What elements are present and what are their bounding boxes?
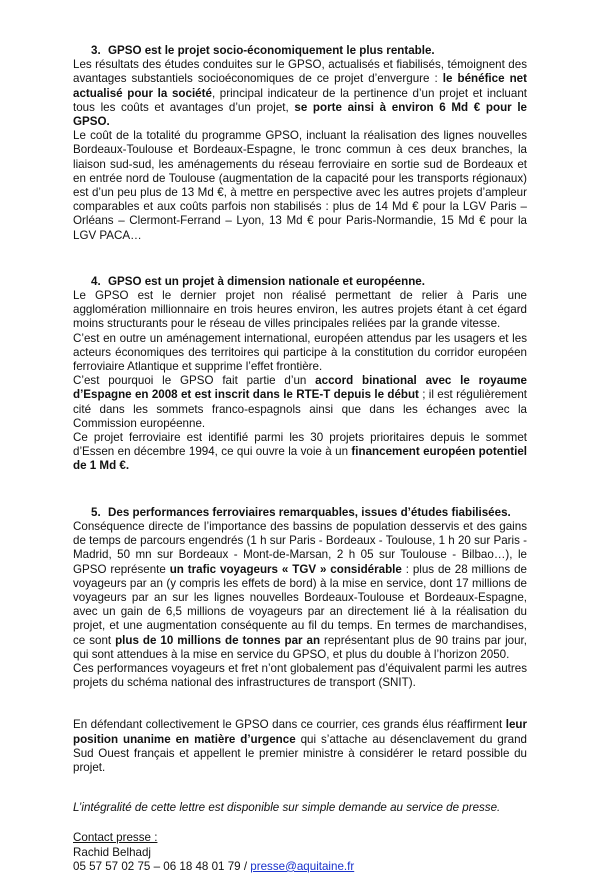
section-heading (91, 506, 527, 520)
section-title: GPSO est le projet socio-économiquement le plus rentable. (108, 44, 435, 57)
text-run: ; il est régulièrement cité dans les sommets franco-espagnols ainsi que dans les échanges avec la Commission européenne. (73, 388, 527, 430)
section-number: 4. (91, 274, 101, 288)
document-page (73, 44, 527, 874)
bold-text-run: plus de 10 millions de tonnes par an (115, 633, 321, 647)
section-number: 3. (91, 44, 101, 57)
bold-text-run: leur position unanime en matière d’urgence (73, 718, 527, 746)
text-run: Conséquence directe de l’importance des bassins de population desservis et des gains de temps de parcours engendrés (1 h sur Paris - Bordeaux - Toulouse, 1 h 20 sur Paris - Madrid, 50 mn sur Bordeaux - Mont-de-Marsan, 2 h 05 sur Toulouse - Bilbao…), le GPSO représente (73, 519, 527, 576)
section-3 (73, 44, 527, 243)
paragraph (73, 58, 527, 129)
text-run: Le GPSO est le dernier projet non réalisé permettant de relier à Paris une agglomération millionnaire en trois heures environ, les autres projets étant à cet égard moins structurants pour le réseau de villes principales reliées par la grande vitesse. (73, 289, 527, 331)
paragraph (73, 332, 527, 375)
section-4 (73, 275, 527, 474)
contact-heading: Contact presse : (73, 831, 158, 845)
bold-text-run: un trafic voyageurs « TGV » considérable (169, 562, 402, 576)
text-run: , principal indicateur de la pertinence d’un projet et incluant tous les coûts et avantages d’un projet, (73, 86, 527, 114)
contact-phones: 05 57 57 02 75 – 06 18 48 01 79 / (73, 859, 251, 873)
bold-text-run: le bénéfice net actualisé pour la société (73, 72, 527, 100)
section-title: Des performances ferroviaires remarquables, issues d’études fiabilisées. (108, 505, 511, 519)
text-run: En défendant collectivement le GPSO dans ce courrier, ces grands élus réaffirment (73, 718, 506, 732)
text-run: représentant plus de 90 trains par jour, qui sont attendues à la mise en service du GPSO, et plus du double à l’horizon 2050. (73, 633, 527, 661)
contact-name: Rachid Belhadj (73, 845, 151, 859)
paragraph (73, 662, 527, 690)
text-run: Ces performances voyageurs et fret n’ont globalement pas d’équivalent parmi les autres projets du schéma national des infrastructures de transport (SNIT). (73, 661, 527, 690)
text-run: C’est pourquoi le GPSO fait partie d’un (73, 374, 316, 388)
text-run: C’est en outre un aménagement international, européen attendus par les usagers et les acteurs économiques des territoires qui participe à la constitution du corridor européen ferroviaire Atlantique et supprime l’effet frontière. (73, 331, 527, 374)
paragraph (73, 431, 527, 474)
contact-email-link[interactable]: presse@aquitaine.fr (250, 859, 355, 873)
contact-phones-line (73, 860, 527, 874)
paragraph (73, 520, 527, 662)
conclusion-paragraph (73, 718, 527, 775)
text-run: Ce projet ferroviaire est identifié parmi les 30 projets prioritaires depuis le sommet d’Essen en décembre 1994, ce qui ouvre la voie à un (73, 431, 527, 459)
bold-text-run: se porte ainsi à environ 6 Md € pour le GPSO. (73, 100, 527, 129)
section-5 (73, 506, 527, 691)
section-title: GPSO est un projet à dimension nationale et européenne. (108, 274, 425, 288)
bold-text-run: financement européen potentiel de 1 Md €. (73, 445, 527, 473)
text-run: Le coût de la totalité du programme GPSO, incluant la réalisation des lignes nouvelles Bordeaux-Toulouse et Bordeaux-Espagne, le tronc commun à ces deux branches, la liaison sud-sud, les aménagements du réseau ferroviaire en sortie sud de Bordeaux et en entrée nord de Toulouse (augmentation de la capacité pour les transports régionaux) est d’un peu plus de 13 Md €, à mettre en perspective avec les autres projets d’ampleur comparables et aux coûts parfois non stabilisés : plus de 14 Md € pour la LGV Paris – Orléans – Clermont-Ferrand – Lyon, 13 Md € pour Paris-Normandie, 15 Md € pour la LGV PACA… (73, 129, 527, 242)
section-heading (91, 44, 527, 58)
paragraph (73, 374, 527, 431)
text-run: qui s’attache au désenclavement du grand Sud Ouest français et appellent le premier ministre à considérer le retard possible du projet. (73, 732, 527, 774)
section-heading (91, 275, 527, 289)
text-run: Les résultats des études conduites sur le GPSO, actualisés et fiabilisés, témoignent des avantages substantiels socioéconomiques de ce projet d’envergure : (73, 58, 527, 86)
press-contact (73, 831, 527, 874)
section-number: 5. (91, 505, 101, 519)
bold-text-run: accord binational avec le royaume d’Espagne en 2008 et est inscrit dans le RTE-T depuis le début (73, 374, 527, 402)
press-note: L’intégralité de cette lettre est disponible sur simple demande au service de presse. (73, 801, 501, 815)
paragraph (73, 129, 527, 243)
text-run: : plus de 28 millions de voyageurs par an (y compris les effets de bord) à la mise en service, dont 17 millions de voyageurs par an sur les lignes nouvelles Bordeaux-Toulouse et Bordeaux-Espagne, avec un gain de 6,5 millions de voyageurs par an directement lié à la réalisation du projet, et une augmentation conséquente au fil du temps. En termes de marchandises, ce sont (73, 562, 527, 647)
paragraph (73, 289, 527, 332)
